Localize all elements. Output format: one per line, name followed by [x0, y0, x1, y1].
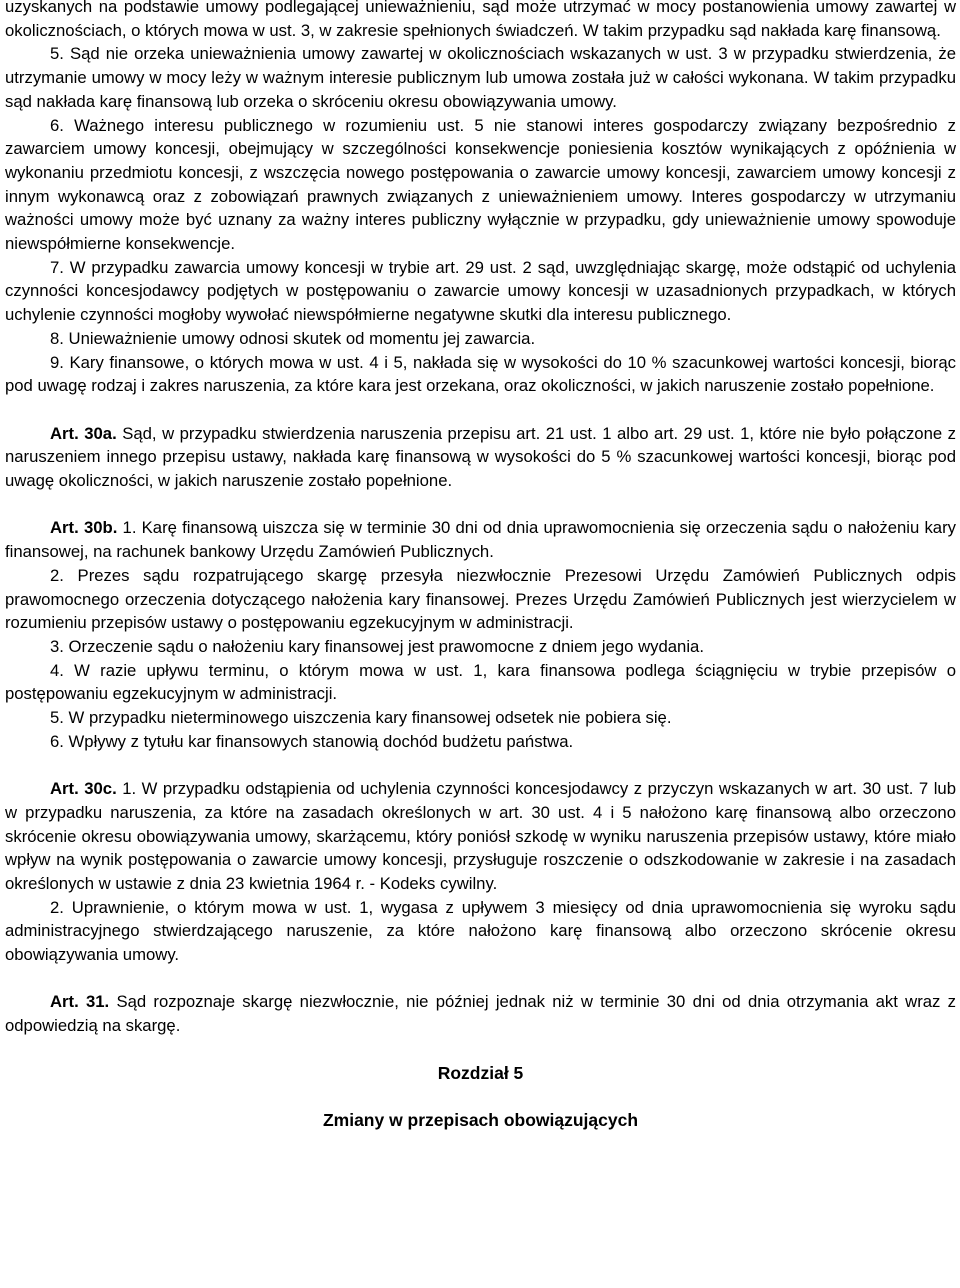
article-text: 1. W przypadku odstąpienia od uchylenia czynności koncesjodawcy z przyczyn wskazanych w art. 30 ust. 7 lub w przypadku naruszenia, za które na zasadach określonych w art. 30 ust. 4 i 5 nałożono karę finansową albo orzeczono skrócenie okresu obowiązywania umowy, skarżącemu, który poniósł szkodę w wyniku naruszenia przepisów ustawy, które miało wpływ na wynik postępowania o zawarcie umowy koncesji, przysługuje roszczenie o odszkodowanie w zakresie i na zasadach określonych w ustawie z dnia 23 kwietnia 1964 r. - Kodeks cywilny.: [5, 779, 956, 893]
paragraph-30b-ust-4: 4. W razie upływu terminu, o którym mowa w ust. 1, kara finansowa podlega ściągnięciu w trybie przepisów o postępowaniu egzekucyjnym w administracji.: [5, 660, 956, 704]
article-number: Art. 30c.: [50, 779, 117, 799]
paragraph-ust-9: 9. Kary finansowe, o których mowa w ust. 4 i 5, nakłada się w wysokości do 10 % szacunkowej wartości koncesji, biorąc pod uwagę rodzaj i zakres naruszenia, za które kara jest orzekana, oraz okoliczności, w jakich naruszenie zostało popełnione.: [5, 352, 956, 396]
paragraph-continuation: uzyskanych na podstawie umowy podlegającej unieważnieniu, sąd może utrzymać w mocy postanowienia umowy zawartej w okolicznościach, o których mowa w ust. 3, w zakresie spełnionych świadczeń. W takim przypadku sąd nakłada karę finansową.: [5, 0, 956, 40]
paragraph-ust-6: 6. Ważnego interesu publicznego w rozumieniu ust. 5 nie stanowi interes gospodarczy związany bezpośrednio z zawarciem umowy koncesji, obejmujący w szczególności konsekwencje poniesienia kosztów wynikających z opóźnienia w wykonaniu przedmiotu koncesji, z wszczęcia nowego postępowania o zawarcie umowy koncesji, zawarciem umowy koncesji z innym wykonawcą oraz z zobowiązań prawnych związanych z unieważnieniem umowy. Interes gospodarczy w utrzymaniu ważności umowy może być uznany za ważny interes publiczny wyłącznie w przypadku, gdy unieważnienie umowy spowoduje niewspółmierne konsekwencje.: [5, 115, 956, 254]
paragraph-ust-8: 8. Unieważnienie umowy odnosi skutek od momentu jej zawarcia.: [50, 328, 536, 348]
spacer: [5, 398, 956, 422]
article-text: 1. Karę finansową uiszcza się w terminie 30 dni od dnia uprawomocnienia się orzeczenia sądu o nałożeniu kary finansowej, na rachunek bankowy Urzędu Zamówień Publicznych.: [5, 518, 956, 562]
article-number: Art. 31.: [50, 992, 110, 1012]
article-30b: [5, 516, 956, 563]
spacer: [5, 967, 956, 991]
paragraph-30b-ust-5: 5. W przypadku nieterminowego uiszczenia kary finansowej odsetek nie pobiera się.: [50, 708, 672, 728]
paragraph-30b-ust-3: 3. Orzeczenie sądu o nałożeniu kary finansowej jest prawomocne z dniem jego wydania.: [50, 636, 704, 656]
article-number: Art. 30a.: [50, 423, 117, 443]
paragraph-30b-ust-6: 6. Wpływy z tytułu kar finansowych stanowią dochód budżetu państwa.: [50, 731, 574, 751]
document-page: [5, 0, 956, 1133]
article-30a: [5, 422, 956, 493]
chapter-title: Zmiany w przepisach obowiązujących: [322, 1109, 639, 1130]
article-text: Sąd rozpoznaje skargę niezwłocznie, nie później jednak niż w terminie 30 dni od dnia otrzymania akt wraz z odpowiedzią na skargę.: [5, 992, 956, 1036]
spacer: [5, 1038, 956, 1062]
paragraph-30c-ust-2: 2. Uprawnienie, o którym mowa w ust. 1, wygasa z upływem 3 miesięcy od dnia uprawomocnienia się wyroku sądu administracyjnego stwierdzającego naruszenie, za które nałożono karę finansową albo orzeczono skrócenie okresu obowiązywania umowy.: [5, 897, 956, 965]
spacer: [5, 1085, 956, 1109]
article-30c: [5, 777, 956, 896]
paragraph-ust-5: 5. Sąd nie orzeka unieważnienia umowy zawartej w okolicznościach wskazanych w ust. 3 w przypadku stwierdzenia, że utrzymanie umowy w mocy leży w ważnym interesie publicznym lub umowa została już w całości wykonana. W takim przypadku sąd nakłada karę finansową lub orzeka o skróceniu okresu obowiązywania umowy.: [5, 44, 956, 111]
paragraph-30b-ust-2: 2. Prezes sądu rozpatrującego skargę przesyła niezwłocznie Prezesowi Urzędu Zamówień Publicznych odpis prawomocnego orzeczenia dotyczącego nałożenia kary finansowej. Prezes Urzędu Zamówień Publicznych jest wierzycielem w rozumieniu przepisów ustawy o postępowaniu egzekucyjnym w administracji.: [5, 565, 956, 633]
article-number: Art. 30b.: [50, 518, 118, 538]
article-text: Sąd, w przypadku stwierdzenia naruszenia przepisu art. 21 ust. 1 albo art. 29 ust. 1, które nie było połączone z naruszeniem innego przepisu ustawy, nakłada karę finansową w wysokości do 5 % szacunkowej wartości koncesji, biorąc pod uwagę okoliczności, w jakich naruszenie zostało popełnione.: [5, 423, 956, 491]
paragraph-ust-7: 7. W przypadku zawarcia umowy koncesji w trybie art. 29 ust. 2 sąd, uwzględniając skargę, może odstąpić od uchylenia czynności koncesjodawcy podjętych w postępowaniu o zawarcie umowy koncesji w uzasadnionych przypadkach, w których uchylenie czynności mogłoby wywołać niewspółmierne negatywne skutki dla interesu publicznego.: [5, 257, 956, 325]
spacer: [5, 493, 956, 517]
article-31: [5, 990, 956, 1037]
spacer: [5, 753, 956, 777]
chapter-number: Rozdział 5: [437, 1062, 524, 1083]
